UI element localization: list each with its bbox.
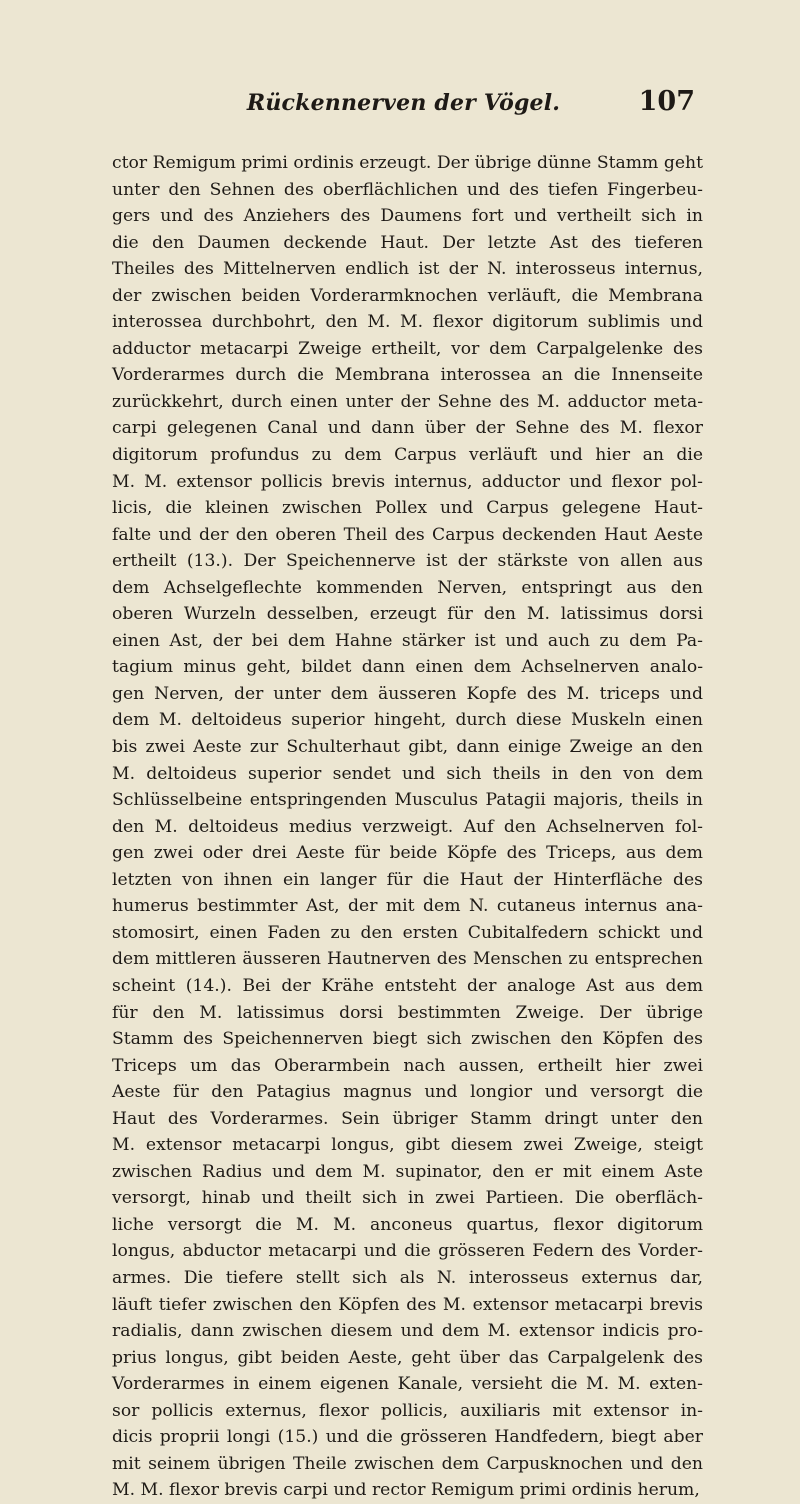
text-line: mit seinem übrigen Theile zwischen dem Carpusknochen und den [112,1453,703,1474]
text-line: für den M. latissimus dorsi bestimmten Zweige. Der übrige [112,1002,703,1023]
text-line: gen zwei oder drei Aeste für beide Köpfe des Triceps, aus dem [112,843,703,864]
text-line: tagium minus geht, bildet dann einen dem Achselnerven analo- [112,657,703,678]
text-line: licis, die kleinen zwischen Pollex und Carpus gelegene Haut- [112,498,703,519]
text-line: zwischen Radius und dem M. supinator, den er mit einem Aste [112,1161,703,1182]
text-line: Vorderarmes durch die Membrana interossea an die Innenseite [112,365,703,386]
running-title: Rückennerven der Vögel. [246,90,561,116]
text-line: einen Ast, der bei dem Hahne stärker ist und auch zu dem Pa- [112,630,703,651]
text-line: stomosirt, einen Faden zu den ersten Cubitalfedern schickt und [112,922,703,943]
text-line: zurückkehrt, durch einen unter der Sehne des M. adductor meta- [112,391,703,412]
text-line: M. deltoideus superior sendet und sich theils in den von dem [112,763,703,784]
body-text [112,150,703,1504]
text-line: carpi gelegenen Canal und dann über der Sehne des M. flexor [112,418,703,439]
text-line: Theiles des Mittelnerven endlich ist der N. interosseus internus, [112,259,703,280]
text-line: dem Achselgeflechte kommenden Nerven, entspringt aus den [112,577,703,598]
text-line: läuft tiefer zwischen den Köpfen des M. extensor metacarpi brevis [112,1294,703,1315]
text-line: bis zwei Aeste zur Schulterhaut gibt, dann einige Zweige an den [112,737,703,758]
text-line: gers und des Anziehers des Daumens fort und vertheilt sich in [112,206,703,227]
text-line: dem mittleren äusseren Hautnerven des Menschen zu entsprechen [112,949,703,970]
text-line: oberen Wurzeln desselben, erzeugt für den M. latissimus dorsi [112,604,703,625]
text-line: den M. deltoideus medius verzweigt. Auf den Achselnerven fol- [112,816,703,837]
text-line: dem M. deltoideus superior hingeht, durch diese Muskeln einen [112,710,703,731]
text-line: Triceps um das Oberarmbein nach aussen, ertheilt hier zwei [112,1055,703,1076]
text-line: interossea durchbohrt, den M. M. flexor digitorum sublimis und [112,312,703,333]
text-line: adductor metacarpi Zweige ertheilt, vor dem Carpalgelenke des [112,338,703,359]
text-line: scheint (14.). Bei der Krähe entsteht der analoge Ast aus dem [112,975,703,996]
text-line: Stamm des Speichennerven biegt sich zwischen den Köpfen des [112,1029,703,1050]
text-line: Vorderarmes in einem eigenen Kanale, versieht die M. M. exten- [112,1374,703,1395]
text-line: radialis, dann zwischen diesem und dem M. extensor indicis pro- [112,1321,703,1342]
text-line: longus, abductor metacarpi und die grösseren Federn des Vorder- [112,1241,703,1262]
text-line: sor pollicis externus, flexor pollicis, auxiliaris mit extensor in- [112,1400,703,1421]
text-line: der zwischen beiden Vorderarmknochen verläuft, die Membrana [112,285,703,306]
text-line: letzten von ihnen ein langer für die Haut der Hinterfläche des [112,869,703,890]
text-line: humerus bestimmter Ast, der mit dem N. cutaneus internus ana- [112,896,703,917]
text-line: Aeste für den Patagius magnus und longior und versorgt die [112,1082,703,1103]
text-line: liche versorgt die M. M. anconeus quartus, flexor digitorum [112,1214,703,1235]
text-line: digitorum profundus zu dem Carpus verläuft und hier an die [112,445,703,466]
text-line: M. M. extensor pollicis brevis internus, adductor und flexor pol- [112,471,703,492]
text-line: die den Daumen deckende Haut. Der letzte Ast des tieferen [112,232,703,253]
text-line: M. extensor metacarpi longus, gibt diesem zwei Zweige, steigt [112,1135,703,1156]
page-number: 107 [638,86,695,117]
text-line: M. M. flexor brevis carpi und rector Remigum primi ordinis herum, [112,1480,700,1501]
text-line: ctor Remigum primi ordinis erzeugt. Der übrige dünne Stamm geht [112,153,703,173]
text-line: ertheilt (13.). Der Speichennerve ist der stärkste von allen aus [112,551,703,572]
text-line: armes. Die tiefere stellt sich als N. interosseus externus dar, [112,1267,703,1288]
text-line: dicis proprii longi (15.) und die grösseren Handfedern, biegt aber [112,1427,703,1448]
page-header [112,86,695,136]
text-line: Haut des Vorderarmes. Sein übriger Stamm dringt unter den [112,1108,703,1129]
text-line: versorgt, hinab und theilt sich in zwei Partieen. Die oberfläch- [112,1188,703,1209]
text-line: Schlüsselbeine entspringenden Musculus Patagii majoris, theils in [112,790,703,811]
text-line: unter den Sehnen des oberflächlichen und des tiefen Fingerbeu- [112,179,703,200]
text-line: prius longus, gibt beiden Aeste, geht über das Carpalgelenk des [112,1347,703,1368]
text-line: gen Nerven, der unter dem äusseren Kopfe des M. triceps und [112,683,703,704]
text-line: falte und der den oberen Theil des Carpus deckenden Haut Aeste [112,524,703,545]
